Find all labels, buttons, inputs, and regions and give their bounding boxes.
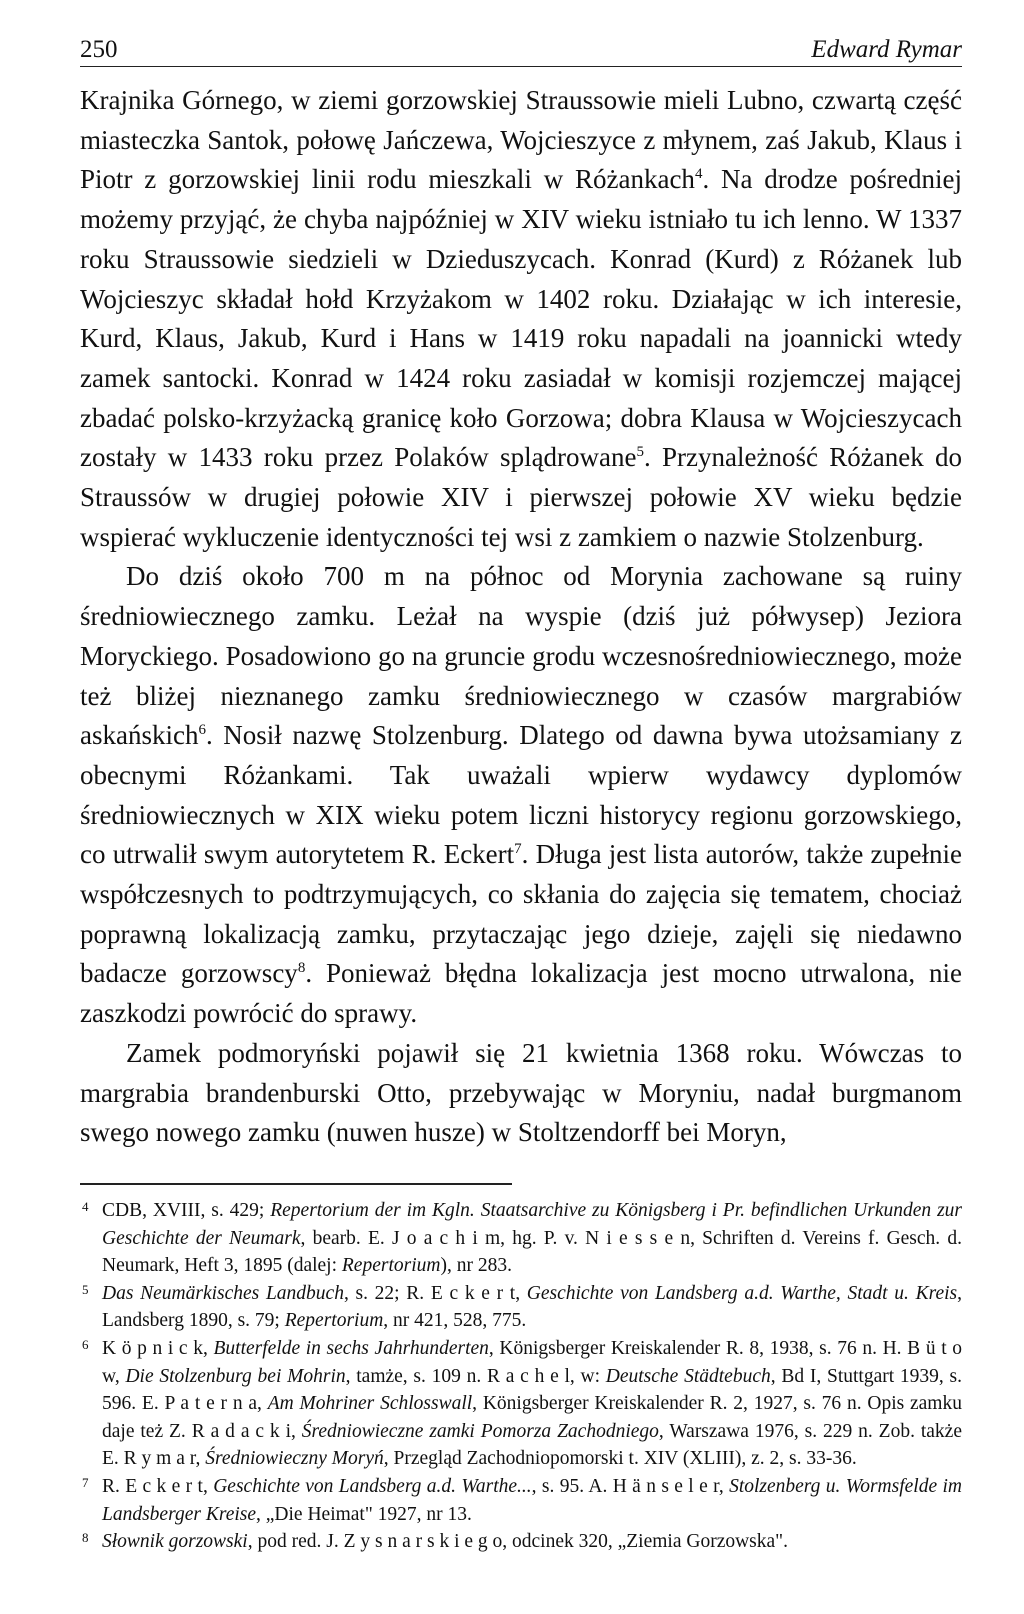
footnote-title: Repertorium bbox=[284, 1310, 384, 1332]
footnote-text: , Königsberger Kreiskalender R. 8, 1938, s. 76 n. H. B ü t o w, bbox=[102, 1337, 963, 1387]
footnote-text: ), nr 283. bbox=[440, 1255, 512, 1277]
main-text bbox=[80, 81, 962, 1153]
footnote-title: Deutsche Städtebuch bbox=[605, 1365, 771, 1387]
footnote-title: Am Mohriner Schlosswall bbox=[267, 1393, 473, 1415]
footnote-title: Geschichte von Landsberg a.d. Warthe, Stadt u. Kreis bbox=[526, 1282, 958, 1304]
footnote-title: Das Neumärkisches Landbuch bbox=[102, 1282, 344, 1304]
footnote-5 bbox=[80, 1280, 962, 1335]
footnote-title: Die Stolzenburg bei Mohrin bbox=[125, 1365, 346, 1387]
paragraph-3 bbox=[80, 1034, 962, 1153]
page-header bbox=[80, 30, 962, 67]
paragraph-3-text: Zamek podmoryński pojawił się 21 kwietnia 1368 roku. Wówczas to margrabia brandenburski Otto, przebywając w Moryniu, nadał burgmanom swego nowego zamku (nuwen husze) w Stoltzendorff bei Moryn, bbox=[80, 1037, 962, 1148]
footnote-title: Repertorium der im Kgln. Staatsarchive zu Königsberg i Pr. befindlichen Urkunden zur Geschichte der Neumark bbox=[102, 1199, 962, 1249]
running-head-author: Edward Rymar bbox=[811, 36, 962, 63]
footnote-6 bbox=[80, 1335, 962, 1473]
footnote-title: Średniowieczny Moryń bbox=[205, 1448, 384, 1470]
footnote-text: , Königsberger Kreiskalender R. 2, 1927, s. 76 n. Opis zamku daje też Z. R a d a c k i, bbox=[102, 1393, 962, 1442]
paragraph-2-text-d: . Ponieważ błędna lokalizacja jest mocno utrwalona, nie zaszkodzi powrócić do sprawy. bbox=[80, 958, 962, 1029]
footnote-number: 5 bbox=[82, 1281, 89, 1297]
footnote-ref-5: 5 bbox=[636, 444, 645, 461]
footnotes bbox=[80, 1197, 962, 1556]
footnote-4 bbox=[80, 1197, 962, 1280]
paragraph-1-text-c: . Przynależność Różanek do Straussów w drugiej połowie XIV i pierwszej połowie XV wieku będzie wspierać wykluczenie identyczności tej wsi z zamkiem o nazwie Stolzenburg. bbox=[80, 442, 962, 552]
footnote-title: Stolzenberg u. Wormsfelde im Landsberger Kreise bbox=[102, 1475, 962, 1525]
footnote-text: , bearb. E. J o a c h i m, hg. P. v. N i e s s e n, Schriften d. Vereins f. Gesch. d. Neumark, Heft 3, 1895 (dalej: bbox=[102, 1227, 962, 1277]
footnote-text: , tamże, s. 109 n. R a c h e l, w: bbox=[345, 1365, 606, 1387]
footnote-number: 7 bbox=[82, 1474, 89, 1490]
footnote-text: , Przegląd Zachodniopomorski t. XIV (XLIII), z. 2, s. 33-36. bbox=[383, 1448, 857, 1470]
footnote-number: 4 bbox=[82, 1198, 89, 1214]
footnote-text: , pod red. J. Z y s n a r s k i e g o, odcinek 320, „Ziemia Gorzowska". bbox=[247, 1531, 789, 1553]
footnote-7 bbox=[80, 1473, 962, 1528]
paragraph-2-text-b: . Nosił nazwę Stolzenburg. Dlatego od dawna bywa utożsamiany z obecnymi Różankami. Tak uważali wpierw wydawcy dyplomów średniowiecznych w XIX wieku potem liczni historycy regionu gorzowskiego, co utrwalił swym autorytetem R. Eckert bbox=[80, 720, 962, 870]
footnote-ref-8: 8 bbox=[297, 960, 306, 977]
paragraph-1-text-b: . Na drodze pośredniej możemy przyjąć, że chyba najpóźniej w XIV wieku istniało tu ich lenno. W 1337 roku Straussowie siedzieli w Dzieduszycach. Konrad (Kurd) z Różanek lub Wojcieszyc składał hołd Krzyżakom w 1402 roku. Działając w ich interesie, Kurd, Klaus, Jakub, Kurd i Hans w 1419 roku napadali na joannicki wtedy zamek santocki. Konrad w 1424 roku zasiadał w komisji rozjemczej mającej zbadać polsko-krzyżacką granicę koło Gorzowa; dobra Klausa w Wojcieszycach zostały w 1433 roku przez Polaków splądrowane bbox=[80, 164, 962, 473]
footnote-ref-4: 4 bbox=[694, 166, 703, 183]
footnote-text: , „Die Heimat" 1927, nr 13. bbox=[256, 1503, 472, 1525]
document-page bbox=[80, 30, 962, 1556]
footnote-text: R. E c k e r t, bbox=[102, 1475, 214, 1497]
paragraph-1-text-a: Krajnika Górnego, w ziemi gorzowskiej Straussowie mieli Lubno, czwartą część miasteczka Santok, połowę Jańczewa, Wojcieszyce z młynem, zaś Jakub, Klaus i Piotr z gorzowskiej linii rodu mieszkali w Różankach bbox=[80, 85, 962, 195]
footnote-text: , s. 95. A. H ä n s e l e r, bbox=[531, 1475, 730, 1497]
footnote-text: CDB, XVIII, s. 429; bbox=[102, 1199, 271, 1221]
paragraph-1 bbox=[80, 81, 962, 557]
page-number: 250 bbox=[80, 36, 118, 63]
footnote-8 bbox=[80, 1528, 962, 1556]
footnote-ref-6: 6 bbox=[198, 722, 206, 739]
paragraph-2-text-a: Do dziś około 700 m na północ od Morynia zachowane są ruiny średniowiecznego zamku. Leżał na wyspie (dziś już półwysep) Jeziora Moryckiego. Posadowiono go na gruncie grodu wczesnośredniowiecznego, może też bliżej nieznanego zamku średniowiecznego w czasów margrabiów askańskich bbox=[80, 561, 962, 751]
footnote-text: K ö p n i c k, bbox=[102, 1337, 214, 1359]
footnote-text: , s. 22; R. E c k e r t, bbox=[343, 1282, 527, 1304]
paragraph-2-text-c: . Długa jest lista autorów, także zupełnie współczesnych to podtrzymujących, co skłania do zajęcia się tematem, chociaż poprawną lokalizacją zamku, przytaczając jego dzieje, zajęli się niedawno badacze gorzowscy bbox=[80, 839, 962, 989]
footnote-title: Słownik gorzowski bbox=[102, 1531, 248, 1553]
footnote-divider bbox=[80, 1183, 512, 1185]
footnote-text: , Bd I, Stuttgart 1939, s. 596. E. P a t e r n a, bbox=[102, 1365, 962, 1415]
footnote-title: Butterfelde in sechs Jahrhunderten bbox=[213, 1337, 489, 1359]
footnote-title: Geschichte von Landsberg a.d. Warthe... bbox=[213, 1475, 532, 1497]
footnote-text: , Warszawa 1976, s. 229 n. Zob. także E. R y m a r, bbox=[102, 1420, 962, 1470]
footnote-number: 8 bbox=[82, 1530, 89, 1546]
footnote-number: 6 bbox=[82, 1336, 89, 1352]
paragraph-2 bbox=[80, 557, 962, 1033]
footnote-title: Średniowieczne zamki Pomorza Zachodniego bbox=[301, 1420, 659, 1442]
footnote-ref-7: 7 bbox=[514, 841, 522, 858]
footnote-text: , Landsberg 1890, s. 79; bbox=[102, 1282, 962, 1332]
footnote-title: Repertorium bbox=[341, 1255, 441, 1277]
footnote-text: , nr 421, 528, 775. bbox=[383, 1310, 527, 1332]
